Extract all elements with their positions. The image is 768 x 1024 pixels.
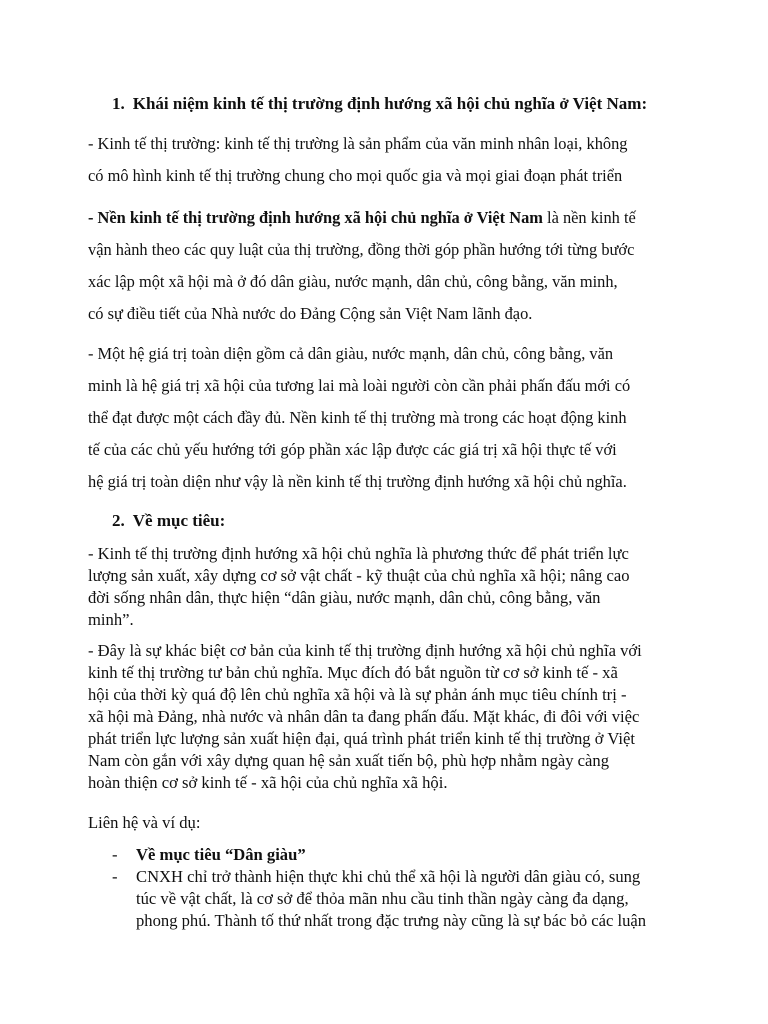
bullet-dash: - [112,867,118,886]
text-line: phong phú. Thành tố thứ nhất trong đặc trưng này cũng là sự bác bỏ các luận [136,911,647,930]
text-line: Nam còn gắn với xây dựng quan hệ sản xuất tiến bộ, phù hợp nhằm ngày càng [88,751,610,770]
paragraph-4 [88,543,688,631]
text-line: Liên hệ và ví dụ: [88,813,201,832]
text-line: có mô hình kinh tế thị trường chung cho mọi quốc gia và mọi giai đoạn phát triển [88,166,623,185]
text-line: - Kinh tế thị trường: kinh tế thị trường là sản phẩm của văn minh nhân loại, không [88,134,628,153]
bold-term: Về mục tiêu “Dân giàu” [136,845,306,864]
text-line: đời sống nhân dân, thực hiện “dân giàu, nước mạnh, dân chủ, công bằng, văn [88,588,601,607]
paragraph-2 [88,202,688,330]
heading-1-number: 1. [112,94,125,113]
heading-2-text: Về mục tiêu: [132,511,226,530]
text-line: xã hội mà Đảng, nhà nước và nhân dân ta đang phấn đấu. Mặt khác, đi đôi với việc [88,707,640,726]
text-line: có sự điều tiết của Nhà nước do Đảng Cộng sản Việt Nam lãnh đạo. [88,304,533,323]
text-line: minh”. [88,610,134,629]
list-item [112,866,692,932]
text-line: - Một hệ giá trị toàn diện gồm cả dân giàu, nước mạnh, dân chủ, công bằng, văn [88,344,614,363]
text-line: hoàn thiện cơ sở kinh tế - xã hội của chủ nghĩa xã hội. [88,773,448,792]
paragraph-6 [88,812,688,834]
text-line: CNXH chỉ trở thành hiện thực khi chủ thể xã hội là người dân giàu có, sung [136,867,641,886]
heading-1-text: Khái niệm kinh tế thị trường định hướng xã hội chủ nghĩa ở Việt Nam: [132,94,648,113]
text-line: phát triển lực lượng sản xuất hiện đại, quá trình phát triển kinh tế thị trường ở Việt [88,729,635,748]
list-item [112,844,692,866]
text-line: tế của các chủ yếu hướng tới góp phần xác lập được các giá trị xã hội thực tế với [88,440,617,459]
heading-1 [112,94,712,114]
text-line: lượng sản xuất, xây dựng cơ sở vật chất - kỹ thuật của chủ nghĩa xã hội; nâng cao [88,566,630,585]
text-line: kinh tế thị trường tư bản chủ nghĩa. Mục đích đó bắt nguồn từ cơ sở kinh tế - xã [88,663,618,682]
text-line: hội của thời kỳ quá độ lên chủ nghĩa xã hội và là sự phản ánh mục tiêu chính trị - [88,685,627,704]
text-line: túc về vật chất, là cơ sở để thỏa mãn nhu cầu tinh thần ngày càng đa dạng, [136,889,629,908]
list-item-text [136,844,692,866]
text-span: là nền kinh tế [542,208,636,227]
text-line [88,202,688,234]
paragraph-1 [88,128,688,192]
text-line: hệ giá trị toàn diện như vậy là nền kinh tế thị trường định hướng xã hội chủ nghĩa. [88,472,627,491]
list-item-text [136,866,692,932]
text-line: thể đạt được một cách đầy đủ. Nền kinh tế thị trường mà trong các hoạt động kinh [88,408,627,427]
bullet-list [112,844,692,932]
text-line: xác lập một xã hội mà ở đó dân giàu, nước mạnh, dân chủ, công bằng, văn minh, [88,272,618,291]
heading-2-number: 2. [112,511,125,530]
paragraph-5 [88,640,688,794]
text-line: - Kinh tế thị trường định hướng xã hội chủ nghĩa là phương thức để phát triển lực [88,544,629,563]
text-line: - Đây là sự khác biệt cơ bản của kinh tế thị trường định hướng xã hội chủ nghĩa với [88,641,642,660]
paragraph-3 [88,338,688,498]
text-line: vận hành theo các quy luật của thị trường, đồng thời góp phần hướng tới từng bước [88,240,635,259]
text-line: minh là hệ giá trị xã hội của tương lai mà loài người còn cần phải phấn đấu mới có [88,376,631,395]
bold-term: - Nền kinh tế thị trường định hướng xã hội chủ nghĩa ở Việt Nam [88,208,543,227]
bullet-dash: - [112,845,118,864]
heading-2 [112,511,712,531]
